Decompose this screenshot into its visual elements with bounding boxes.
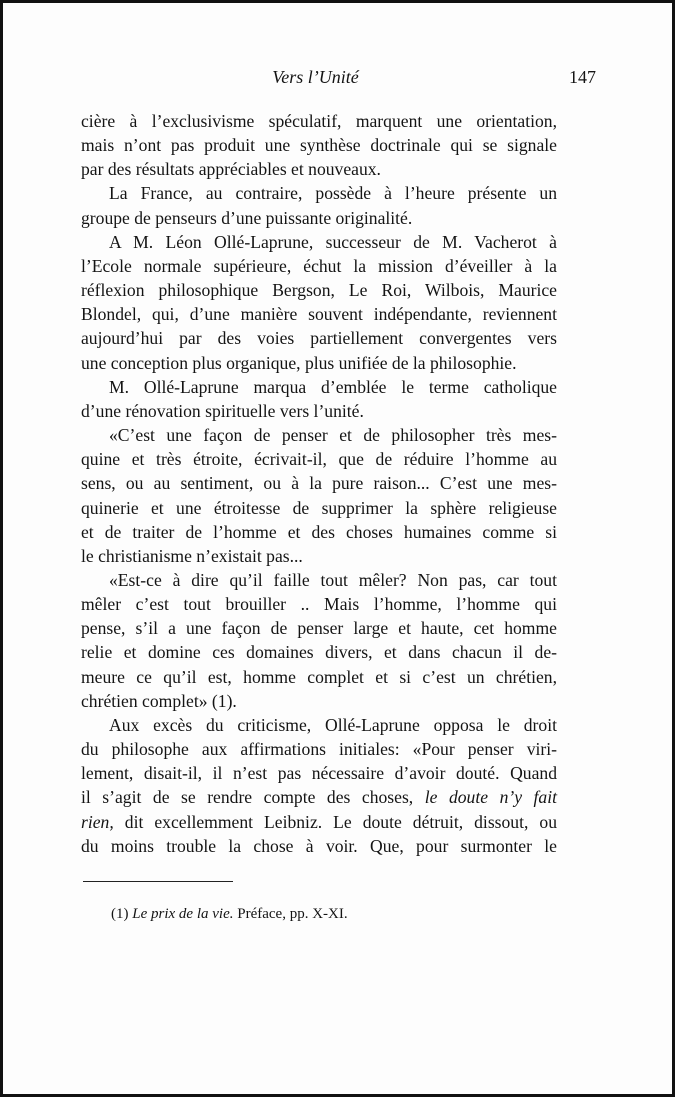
- running-title: Vers l’Unité: [272, 67, 359, 87]
- text-line: mais n’ont pas produit une synthèse doctrinale qui se signale: [81, 135, 557, 156]
- text-line: l’Ecole normale supérieure, échut la mission d’éveiller à la: [81, 255, 557, 276]
- text-line: M. Ollé-Laprune marqua d’emblée le terme catholique: [109, 376, 557, 397]
- footnote-marker: (1): [111, 906, 129, 922]
- footnote-rule: [83, 881, 233, 882]
- footnote-title: Le prix de la vie.: [132, 906, 234, 922]
- text-line: relie et domine ces domaines divers, et dans chacun il de-: [81, 642, 557, 663]
- paragraph-1: [81, 109, 557, 181]
- text-line: le christianisme n’existait pas...: [81, 545, 303, 566]
- text-line: pense, s’il a une façon de penser large et haute, cet homme: [81, 618, 557, 639]
- paragraph-2: [81, 181, 557, 229]
- text-line: La France, au contraire, possède à l’heure présente un: [109, 183, 557, 204]
- text-line: A M. Léon Ollé-Laprune, successeur de M. Vacherot à: [109, 231, 557, 252]
- text-line: mêler c’est tout brouiller .. Mais l’homme, l’homme qui: [81, 594, 557, 615]
- text-line: aujourd’hui par des voies partiellement convergentes vers: [81, 328, 557, 349]
- paragraph-6: [81, 568, 557, 713]
- text-line: du moins trouble la chose à voir. Que, pour surmonter le: [81, 835, 557, 856]
- text-line: quinerie et une étroitesse de supprimer la sphère religieuse: [81, 497, 557, 518]
- paragraph-4: [81, 375, 557, 423]
- text-line: «C’est une façon de penser et de philosopher très mes-: [109, 425, 557, 446]
- text-line: Blondel, qui, d’une manière souvent indépendante, reviennent: [81, 304, 557, 325]
- text-line: Aux excès du criticisme, Ollé-Laprune opposa le droit: [109, 714, 557, 735]
- text-line: réflexion philosophique Bergson, Le Roi, Wilbois, Maurice: [81, 280, 557, 301]
- text-line: d’une rénovation spirituelle vers l’unité.: [81, 400, 364, 421]
- text-line: et de traiter de l’homme et des choses humaines comme si: [81, 521, 557, 542]
- text-segment: dit excellemment Leibniz. Le doute détruit, dissout, ou: [124, 811, 557, 832]
- page-number: 147: [569, 67, 596, 87]
- text-line: du philosophe aux affirmations initiales: «Pour penser viri-: [81, 739, 557, 760]
- text-segment: il s’agit de se rendre compte des choses,: [81, 787, 414, 808]
- text-line-mixed: [81, 785, 557, 809]
- text-line: quine et très étroite, écrivait-il, que de réduire l’homme au: [81, 449, 557, 470]
- text-line: groupe de penseurs d’une puissante originalité.: [81, 207, 413, 228]
- paragraph-5: [81, 423, 557, 568]
- italic-quote: rien,: [81, 811, 114, 832]
- paragraph-3: [81, 230, 557, 375]
- page-header: [81, 67, 596, 93]
- text-line: lement, disait-il, il n’est pas nécessaire d’avoir douté. Quand: [81, 763, 557, 784]
- text-line: «Est-ce à dire qu’il faille tout mêler? Non pas, car tout: [109, 569, 557, 590]
- text-line: cière à l’exclusivisme spéculatif, marquent une orientation,: [81, 111, 557, 131]
- text-line-mixed: [81, 810, 557, 834]
- footnote-rest: Préface, pp. X-XI.: [237, 906, 348, 922]
- body-text: [81, 109, 557, 858]
- text-line: meure ce qu’il est, homme complet et si c’est un chrétien,: [81, 666, 557, 687]
- text-line: chrétien complet» (1).: [81, 690, 237, 711]
- text-line: par des résultats appréciables et nouveaux.: [81, 159, 381, 180]
- paragraph-7: [81, 713, 557, 858]
- text-line: sens, ou au sentiment, ou à la pure raison... C’est une mes-: [81, 473, 557, 494]
- italic-quote: le doute n’y fait: [424, 787, 558, 808]
- text-line: une conception plus organique, plus unifiée de la philosophie.: [81, 352, 517, 373]
- footnote: [111, 906, 348, 923]
